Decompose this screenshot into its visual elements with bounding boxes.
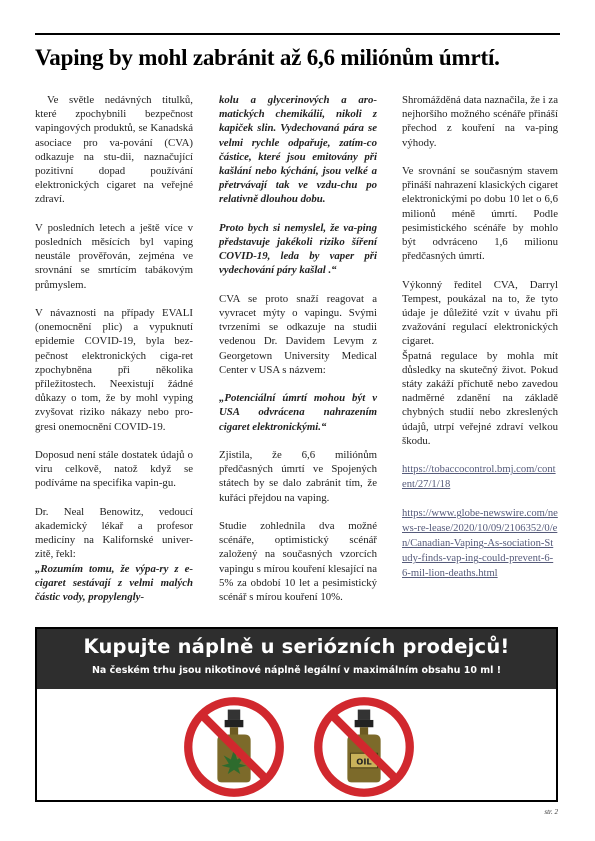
quote: kolu a glycerinových a aro-matických chemikálií, nikoli z kapiček slin. Vydechovaná pára se velmi rychle odpařuje, zatím-co částice, které jsou emitovány při kašlání nebo kýchání, jsou velké a přetrvávají tak ve vzdu-chu po relativně dlouhou dobu. — [219, 94, 377, 206]
paragraph: V posledních letech a ještě více v posledních měsících byl vaping neustále prověřován, zejména ve srovnání se smrtícím tabákovým průmyslem. — [35, 221, 193, 291]
column-3 — [402, 93, 558, 596]
paragraph: CVA se proto snaží reagovat a vyvracet mýty o vapingu. Svými tvrzeními se odkazuje na studii vedenou Dr. Davidem Levym z Georgetown University Medical Center v USA s názvem: — [219, 292, 377, 376]
quote: Proto bych si nemyslel, že va-ping představuje jakékoli riziko šíření COVID-19, leda by vaper při vydechování páry kašlal .“ — [219, 221, 377, 277]
paragraph: Dr. Neal Benowitz, vedoucí akademický lékař a profesor medicíny na Kalifornské univer-zitě, řekl: — [35, 505, 193, 561]
paragraph: Doposud není stále dostatek údajů o viru celkově, natož když se podíváme na specifika vapin-gu. — [35, 449, 193, 490]
top-rule — [35, 33, 560, 35]
paragraph: Ve srovnání se současným stavem přináší nahrazení klasických cigaret elektronickými po dobu 10 let o 6,6 milionů méně úmrtí. Podle pesimistického scénáře by mohlo být odvráceno 1,6 milionu předčasných úmrtí. — [402, 165, 558, 263]
source-link-2[interactable]: https://www.globe-newswire.com/news-re-lease/2020/10/09/2106352/0/en/Canadian-Vaping-As-sociation-Study-finds-vap-ing-could-prevent-6-6-mil-lion-deaths.html — [402, 508, 558, 580]
banner-title: Kupujte náplně u seriózních prodejců! — [83, 635, 510, 658]
page-number: str. 2 — [544, 808, 558, 816]
paragraph: V návaznosti na případy EVALI (onemocnění plic) a vypuknutí epidemie COVID-19, byla bez-pečnost elektronických ciga-ret zpochybněna při několika příležitostech. Neexistují žádné důkazy o tom, že by mohl vyping zvyšovat riziko nákazy nebo pro-gresi onemocnění COVID-19. — [35, 307, 193, 433]
paragraph: Shromážděná data naznačila, že i za nejhoršího možného scénáře přináší přechod z kouření na va-ping výhody. — [402, 94, 558, 149]
bottle-label: OIL — [356, 756, 372, 767]
quote: „Rozumím tomu, že výpa-ry z e-cigaret sestávají z velmi malých částic vody, propylengly- — [35, 562, 193, 604]
column-2 — [219, 93, 377, 618]
paragraph: Výkonný ředitel CVA, Darryl Tempest, poukázal na to, že tyto údaje je důležité vzít v úvahu při zvažování regulací elektronických cigaret. — [402, 278, 558, 348]
no-cannabis-icon — [182, 695, 286, 799]
study-title: „Potenciální úmrtí mohou být v USA odvrácena nahrazením cigaret elektronickými.“ — [219, 392, 377, 433]
banner-header — [37, 629, 556, 689]
banner-subtitle: Na českém trhu jsou nikotinové náplně legální v maximálním obsahu 10 ml ! — [91, 665, 502, 676]
paragraph: Studie zohlednila dva možné scénáře, optimistický scénář založený na současných vzorcích vapingu s mírou kouření klesající na 5% za období 10 let a pesimistický scénář s mírou kouření 10%. — [219, 520, 377, 604]
paragraph: Špatná regulace by mohla mít důsledky na skutečný život. Pokud státy zakáží příchutě nebo zavedou nadměrné zdanění na základě chybných studií nebo zkreslených údajů, utrpí veřejné zdraví velkou škodu. — [402, 349, 558, 447]
advert-banner — [35, 627, 558, 802]
column-1 — [35, 93, 193, 618]
paragraph: Ve světle nedávných titulků, které zpochybnili bezpečnost vapingových produktů, se Kanadská asociace pro va-pování (CVA) odkazuje na stu-dii, naznačující pozitivní dopad používání elektronických cigaret na veřejné zdraví. — [35, 94, 193, 206]
no-oil-icon — [312, 695, 416, 799]
article-title: Vaping by mohl zabránit až 6,6 miliónům úmrtí. — [35, 45, 500, 70]
source-link-1[interactable]: https://tobaccocontrol.bmj.com/content/27/1/18 — [402, 464, 556, 491]
paragraph: Zjistila, že 6,6 miliónům předčasných úmrtí ve Spojených státech by se dalo zabránit tím, že kuřáci přejdou na vaping. — [219, 449, 377, 504]
